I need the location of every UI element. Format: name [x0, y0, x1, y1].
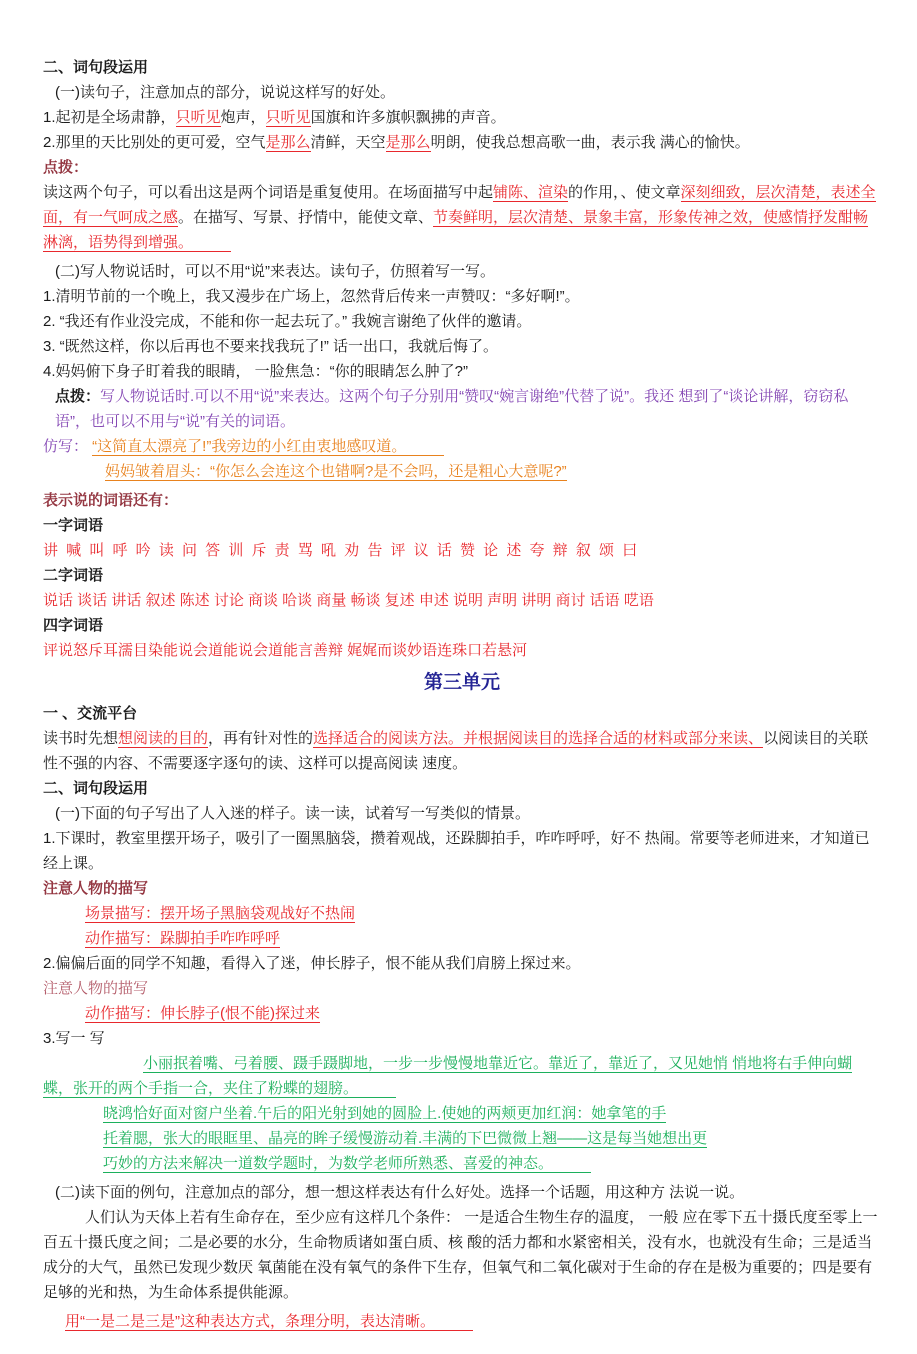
text-run: 清鲜，天空	[310, 134, 386, 151]
example-sentence	[43, 951, 881, 976]
word-list-double	[43, 588, 881, 613]
description-note	[43, 1001, 881, 1026]
word-list-heading	[43, 513, 881, 538]
text-run: 一 、交流平台	[43, 705, 138, 722]
text-run: 铺陈、渲染	[493, 184, 569, 201]
text-run: 国旗和许多旗帜飘拂的声音。	[310, 109, 506, 126]
text-run: 第三单元	[423, 672, 500, 693]
text-run: 讲 喊 叫 呼 吟 读 问 答 训 斥 责 骂 吼 劝 告 评 议 话 赞 论 述 夸 辩 叙 颂 曰	[43, 542, 640, 559]
student-writing	[43, 1051, 881, 1101]
section-heading	[43, 776, 881, 801]
text-run: 4.妈妈俯下身子盯着我的眼睛， 一脸焦急：“你的眼睛怎么肿了?”	[43, 363, 469, 380]
text-run: 只听见	[175, 109, 221, 126]
text-run: 只听见	[265, 109, 311, 126]
example-sentence	[43, 284, 881, 309]
example-passage	[43, 1205, 881, 1305]
text-run: (一)下面的句子写出了人入迷的样子。读一读，试着写一写类似的情景。	[55, 805, 530, 822]
text-run: 评说怒斥耳濡目染能说会道能说会道能言善辩 娓娓而谈妙语连珠口若悬河	[43, 642, 528, 659]
example-sentence	[43, 334, 881, 359]
text-run: 深刻细致，层次清楚，表述全面，有一气呵成之感	[43, 184, 876, 226]
student-writing	[43, 1101, 881, 1126]
text-run: 动作描写：伸长脖子(恨不能)探过来	[85, 1005, 320, 1022]
text-run: 一字词语	[43, 517, 104, 534]
text-run: 的作用，、使文章	[568, 184, 681, 201]
text-run: 二、词句段运用	[43, 780, 149, 797]
text-run: “这简直太漂亮了!”我旁边的小红由衷地感叹道。	[92, 438, 444, 456]
text-run: 读这两个句子，可以看出这是两个词语是重复使用。在场面描写中起	[43, 184, 494, 201]
text-run: ，再有针对性的	[208, 730, 314, 747]
text-run: 四字词语	[43, 617, 104, 634]
text-run: 托着腮，张大的眼眶里、晶亮的眸子缓慢游动着.丰满的下巴微微上翘——这是每当她想出更	[103, 1130, 708, 1147]
text-run: (一)读句子，注意加点的部分，说说这样写的好处。	[55, 84, 395, 101]
text-run: 3. “既然这样，你以后再也不要来找我玩了!” 话一出口，我就后悔了。	[43, 338, 499, 355]
text-run: 点拨：	[55, 388, 101, 405]
text-run: 节奏鲜明，层次清楚、景象丰富，形象传神之效，使感情抒发酣畅淋漓，语势得到增强。	[43, 209, 869, 251]
text-run: 说话 谈话 讲话 叙述 陈述 讨论 商谈 哈谈 商量 畅谈 复述 申述 说明 声明 讲明 商讨 话语 呓语	[43, 592, 654, 609]
description-note	[43, 926, 881, 951]
text-run: 晓鸿恰好面对窗户坐着.午后的阳光射到她的圆脸上.使她的两颊更加红润：她拿笔的手	[103, 1105, 667, 1122]
text-run: 2.偏偏后面的同学不知趣，看得入了迷，伸长脖子，恨不能从我们肩膀上探过来。	[43, 955, 581, 972]
text-run: 巧妙的方法来解决一道数学题时，为数学老师所熟悉、喜爱的神态。	[103, 1155, 591, 1173]
text-run: 读书时先想	[43, 730, 119, 747]
text-run: 二、词句段运用	[43, 59, 149, 76]
text-run: 妈妈皱着眉头：“你怎么会连这个也错啊?是不会吗，还是粗心大意呢?”	[105, 463, 567, 480]
instruction	[43, 1180, 881, 1205]
summary-note	[43, 1309, 881, 1334]
text-run: 1.清明节前的一个晚上，我又漫步在广场上，忽然背后传来一声赞叹：“多好啊!”。	[43, 288, 580, 305]
tip	[43, 384, 881, 434]
example-sentence	[43, 105, 881, 130]
description-note	[43, 901, 881, 926]
document-body	[43, 55, 881, 1334]
word-list-four	[43, 638, 881, 663]
text-run: 场景描写：摆开场子黑脑袋观战好不热闹	[85, 905, 356, 922]
imitation	[43, 434, 881, 459]
text-run: (二)写人物说话时，可以不用“说”来表达。读句子，仿照着写一写。	[55, 263, 495, 280]
text-run: 注意人物的描写	[43, 980, 149, 997]
tip-content	[43, 180, 881, 255]
example-sentence	[43, 359, 881, 384]
text-run: 3.写一 写	[43, 1030, 105, 1047]
text-run: 明朗，使我总想高歌一曲，表示我 满心的愉快。	[430, 134, 750, 151]
text-run: 1.下课时，教室里摆开场子，吸引了一圈黑脑袋，攒着观战，还跺脚拍手，咋咋呼呼，好不 热闹。常要等老师进来，才知道已经上课。	[43, 830, 870, 872]
example-sentence	[43, 826, 881, 876]
example-sentence	[43, 130, 881, 155]
text-run: 仿写：	[43, 438, 93, 455]
note-heading	[43, 876, 881, 901]
text-run: 点拨：	[43, 159, 89, 176]
word-list-single	[43, 538, 881, 563]
student-writing	[43, 1151, 881, 1176]
text-run: 是那么	[385, 134, 431, 151]
text-run: 炮声，	[220, 109, 266, 126]
instruction	[43, 801, 881, 826]
imitation	[43, 459, 881, 484]
text-run: 2. “我还有作业没完成，不能和你一起去玩了。” 我婉言谢绝了伙伴的邀请。	[43, 313, 532, 330]
instruction	[43, 80, 881, 105]
text-run: 小丽抿着嘴、弓着腰、蹑手蹑脚地，一步一步慢慢地靠近它。靠近了，靠近了，又见她悄 悄地将右手伸向蝴蝶，张开的两个手指一合，夹住了粉蝶的翅膀。	[43, 1055, 853, 1097]
text-run: 注意人物的描写	[43, 880, 149, 897]
text-run: 写人物说话时.可以不用“说”来表达。这两个句子分别用“赞叹“婉言谢绝”代替了说”。我还 想到了“谈论讲解，窃窃私语”，也可以不用与“说”有关的词语。	[55, 388, 849, 430]
tip-label	[43, 155, 881, 180]
text-run: 。在描写、写景、抒情中，能使文章、	[178, 209, 434, 226]
text-run: 选择适合的阅读方法。并根据阅读目的选择合适的材料或部分来读、	[313, 730, 764, 747]
text-run: 用“一是二是三是”这种表达方式，条理分明，表达清晰。	[65, 1313, 473, 1331]
note-heading	[43, 976, 881, 1001]
text-run: 是那么	[265, 134, 311, 151]
word-list-heading	[43, 563, 881, 588]
example-sentence	[43, 1026, 881, 1051]
unit-title	[43, 668, 881, 698]
example-sentence	[43, 309, 881, 334]
text-run: 2.那里的天比别处的更可爱，空气	[43, 134, 266, 151]
text-run: 二字词语	[43, 567, 104, 584]
text-run: 1.起初是全场肃静，	[43, 109, 176, 126]
word-list-heading	[43, 488, 881, 513]
text-run: 表示说的词语还有：	[43, 492, 179, 509]
text-run: 动作描写：跺脚拍手咋咋呼呼	[85, 930, 281, 947]
text-run: 以阅读目的关联性不强的内容、不需要逐字逐句的读、这样可以提高阅读 速度。	[43, 730, 869, 772]
section-heading	[43, 55, 881, 80]
text-run: (二)读下面的例句，注意加点的部分，想一想这样表达有什么好处。选择一个话题，用这种方 法说一说。	[55, 1184, 745, 1201]
instruction	[43, 259, 881, 284]
student-writing	[43, 1126, 881, 1151]
platform-content	[43, 726, 881, 776]
text-run: 想阅读的目的	[118, 730, 209, 747]
word-list-heading	[43, 613, 881, 638]
section-heading	[43, 701, 881, 726]
text-run: 人们认为天体上若有生命存在，至少应有这样几个条件： 一是适合生物生存的温度， 一般 应在零下五十摄氏度至零上一百五十摄氏度之间；二是必要的水分，生命物质诸如蛋白质、核 酸的活力都和水紧密相关，没有水，也就没有生命；三是适当成分的大气，虽然已发现少数厌 氧菌能在没有氧气的条件下生存，但氧气和二氧化碳对于生命的存在是极为重要的；四是要有 足够的光和热，为生命体系提供能源。	[43, 1209, 878, 1301]
